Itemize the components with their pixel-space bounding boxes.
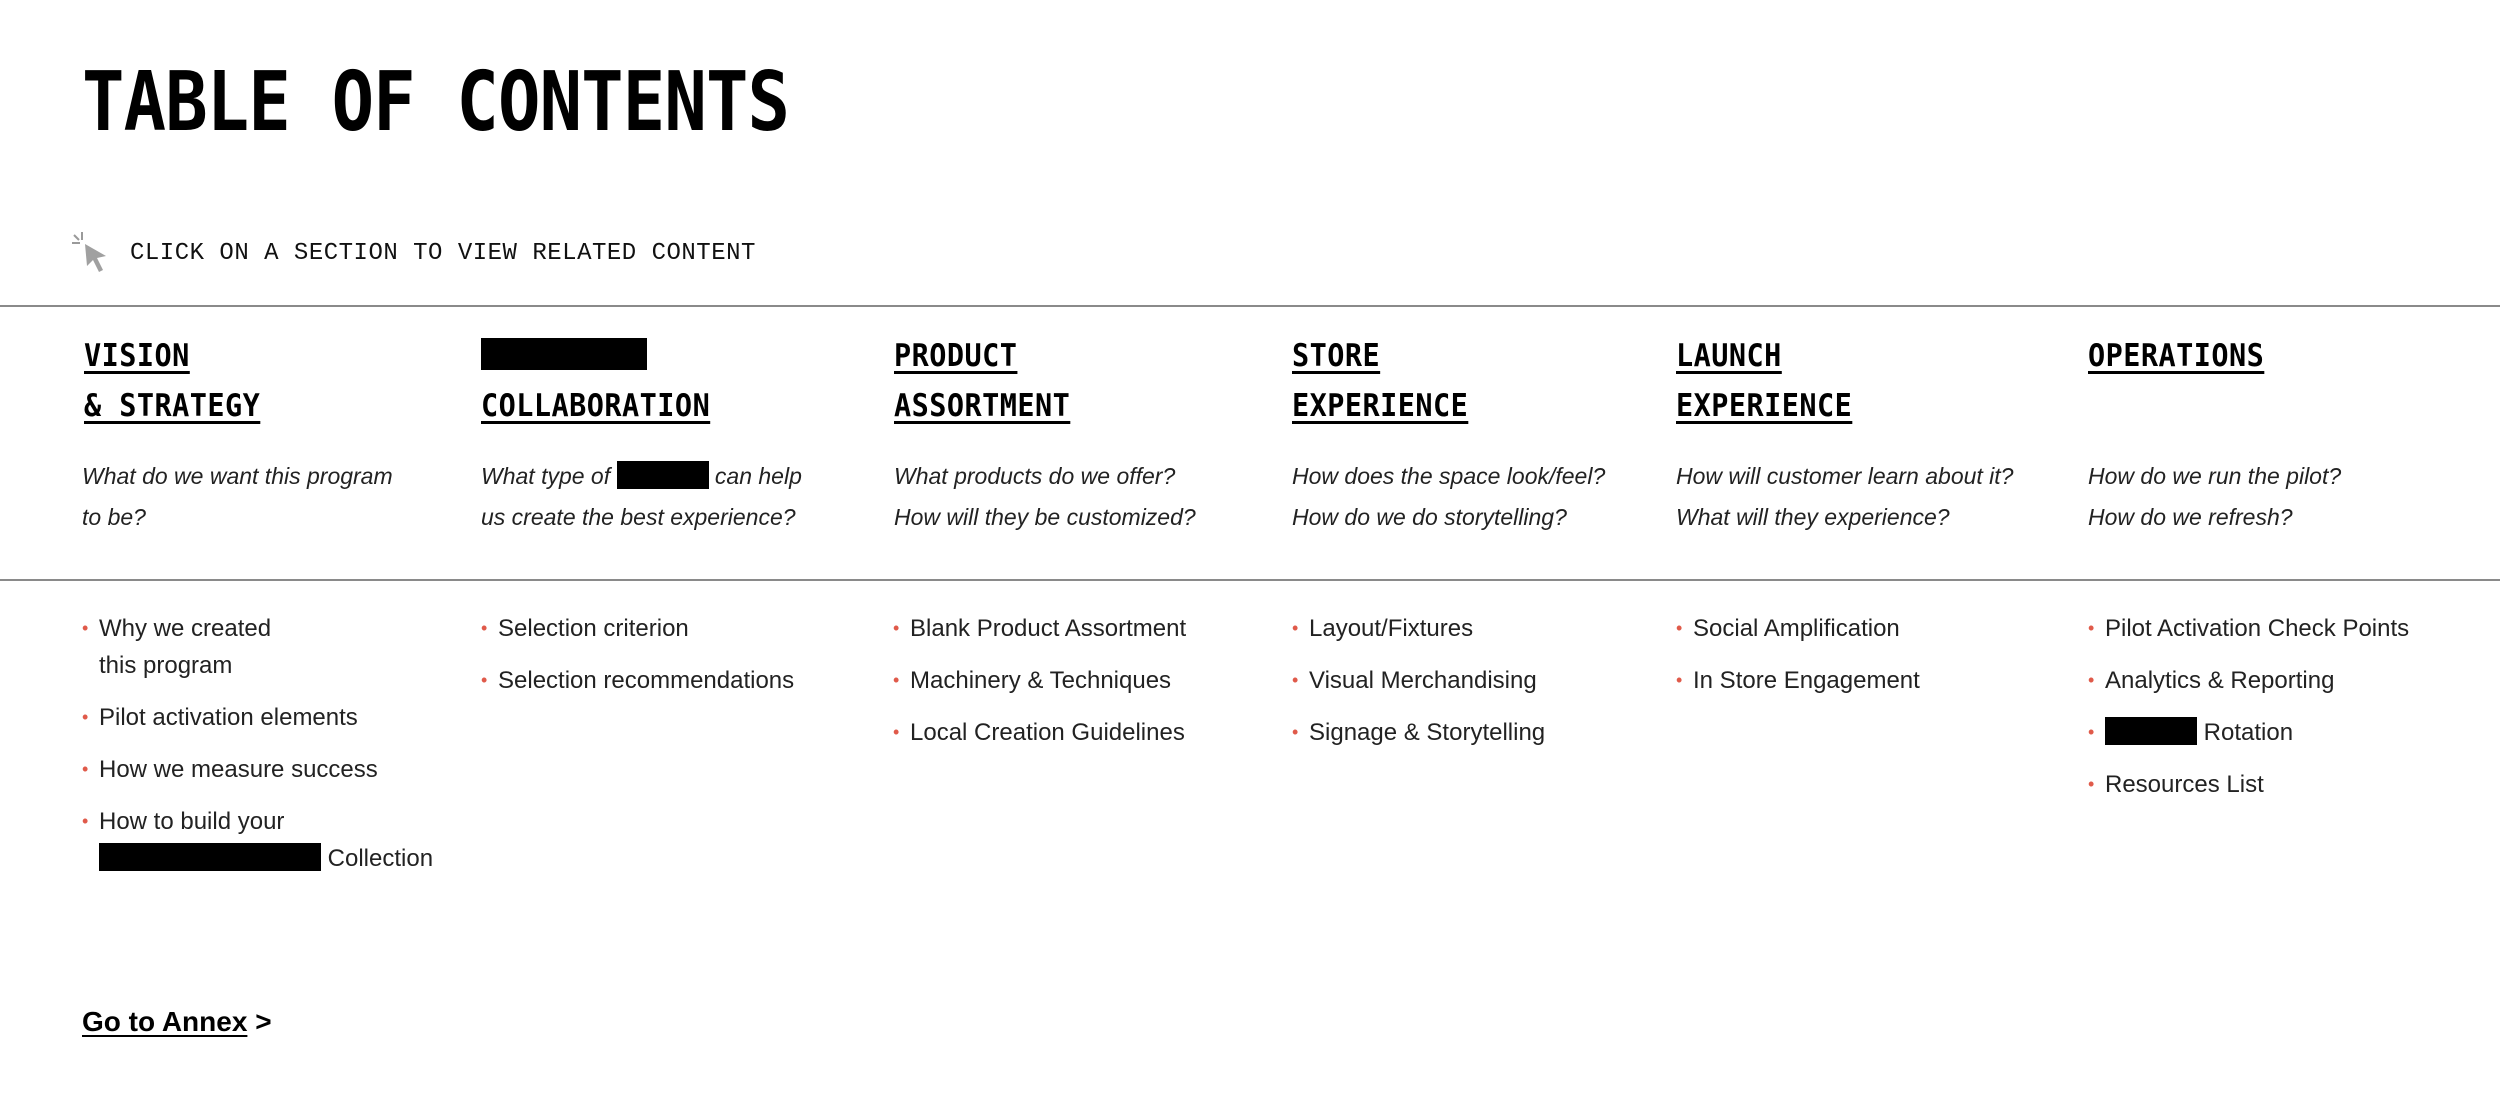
section-list-collaboration (481, 610, 794, 714)
page-title: TABLE OF CONTENTS (82, 55, 790, 150)
list-item[interactable]: • Machinery & Techniques (893, 662, 1186, 699)
section-question (1676, 456, 2013, 538)
section-heading-product-assortment[interactable] (894, 338, 1086, 438)
section-question (2088, 456, 2341, 538)
section-heading-line[interactable]: EXPERIENCE (1676, 388, 1853, 424)
question-line: us create the best experience? (481, 504, 796, 530)
list-item[interactable]: • Blank Product Assortment (893, 610, 1186, 647)
list-item[interactable] (82, 610, 433, 684)
question-line: What products do we offer? (894, 463, 1176, 489)
annex-link-label[interactable]: Go to Annex (82, 1006, 248, 1037)
list-item[interactable]: • Social Amplification (1676, 610, 1920, 647)
section-heading-line[interactable]: EXPERIENCE (1292, 388, 1469, 424)
chevron-right-icon: > (255, 1006, 272, 1037)
list-item-text: • How to build your (99, 808, 285, 835)
section-question (82, 456, 393, 538)
section-question (1292, 456, 1605, 538)
list-item[interactable]: • Selection recommendations (481, 662, 794, 699)
section-list-vision-strategy (82, 610, 433, 892)
list-item[interactable] (2088, 714, 2409, 751)
section-heading-line[interactable]: ASSORTMENT (894, 388, 1071, 424)
question-line: What type of can help (481, 463, 802, 489)
list-item-text: • Why we created (99, 615, 272, 642)
list-item[interactable]: • Selection criterion (481, 610, 794, 647)
section-heading-operations[interactable] (2088, 338, 2280, 388)
section-heading-collaboration[interactable] (481, 338, 730, 438)
list-item[interactable]: • In Store Engagement (1676, 662, 1920, 699)
hint-text: CLICK ON A SECTION TO VIEW RELATED CONTENT (130, 239, 756, 267)
section-list-product-assortment (893, 610, 1186, 766)
list-item[interactable]: • How we measure success (82, 751, 433, 788)
divider-middle (0, 579, 2500, 581)
section-question (894, 456, 1196, 538)
question-line: How do we do storytelling? (1292, 504, 1567, 530)
list-item[interactable]: • Resources List (2088, 766, 2409, 803)
question-line: What do we want this program (82, 463, 393, 489)
section-heading-launch-experience[interactable] (1676, 338, 1868, 438)
annex-link[interactable] (82, 1006, 272, 1038)
list-item-text: Rotation (2203, 719, 2294, 746)
question-line: How will customer learn about it? (1676, 463, 2014, 489)
list-item[interactable]: • Layout/Fixtures (1292, 610, 1545, 647)
redacted-text (99, 843, 321, 871)
cursor-click-icon (70, 230, 116, 276)
section-list-operations (2088, 610, 2409, 818)
section-heading-vision-strategy[interactable] (84, 338, 276, 438)
section-heading-line[interactable]: VISION (84, 338, 190, 374)
section-list-launch-experience (1676, 610, 1920, 714)
question-line: How do we run the pilot? (2088, 463, 2342, 489)
section-heading-line[interactable]: LAUNCH (1676, 338, 1782, 374)
section-heading-line[interactable]: & STRATEGY (84, 388, 261, 424)
section-heading-store-experience[interactable] (1292, 338, 1484, 438)
section-list-store-experience (1292, 610, 1545, 766)
list-item-text: Collection (327, 845, 434, 872)
click-hint (70, 228, 756, 278)
redacted-text (617, 461, 709, 489)
list-item-text: this program (99, 652, 233, 679)
list-item[interactable]: • Analytics & Reporting (2088, 662, 2409, 699)
redacted-heading (481, 338, 647, 370)
section-heading-line[interactable]: PRODUCT (894, 338, 1018, 374)
list-item[interactable]: • Pilot Activation Check Points (2088, 610, 2409, 647)
section-heading-line[interactable]: OPERATIONS (2088, 338, 2265, 374)
list-item[interactable] (82, 803, 433, 877)
section-heading-line[interactable]: COLLABORATION (481, 388, 711, 424)
section-question (481, 456, 802, 538)
question-line: to be? (82, 504, 146, 530)
question-line: How will they be customized? (894, 504, 1196, 530)
divider-top (0, 305, 2500, 307)
redacted-text (2105, 717, 2197, 745)
question-line: How do we refresh? (2088, 504, 2293, 530)
section-heading-line[interactable]: STORE (1292, 338, 1381, 374)
list-item[interactable]: • Visual Merchandising (1292, 662, 1545, 699)
list-item[interactable]: • Signage & Storytelling (1292, 714, 1545, 751)
list-item[interactable]: • Local Creation Guidelines (893, 714, 1186, 751)
question-line: How does the space look/feel? (1292, 463, 1606, 489)
list-item[interactable]: • Pilot activation elements (82, 699, 433, 736)
question-line: What will they experience? (1676, 504, 1950, 530)
